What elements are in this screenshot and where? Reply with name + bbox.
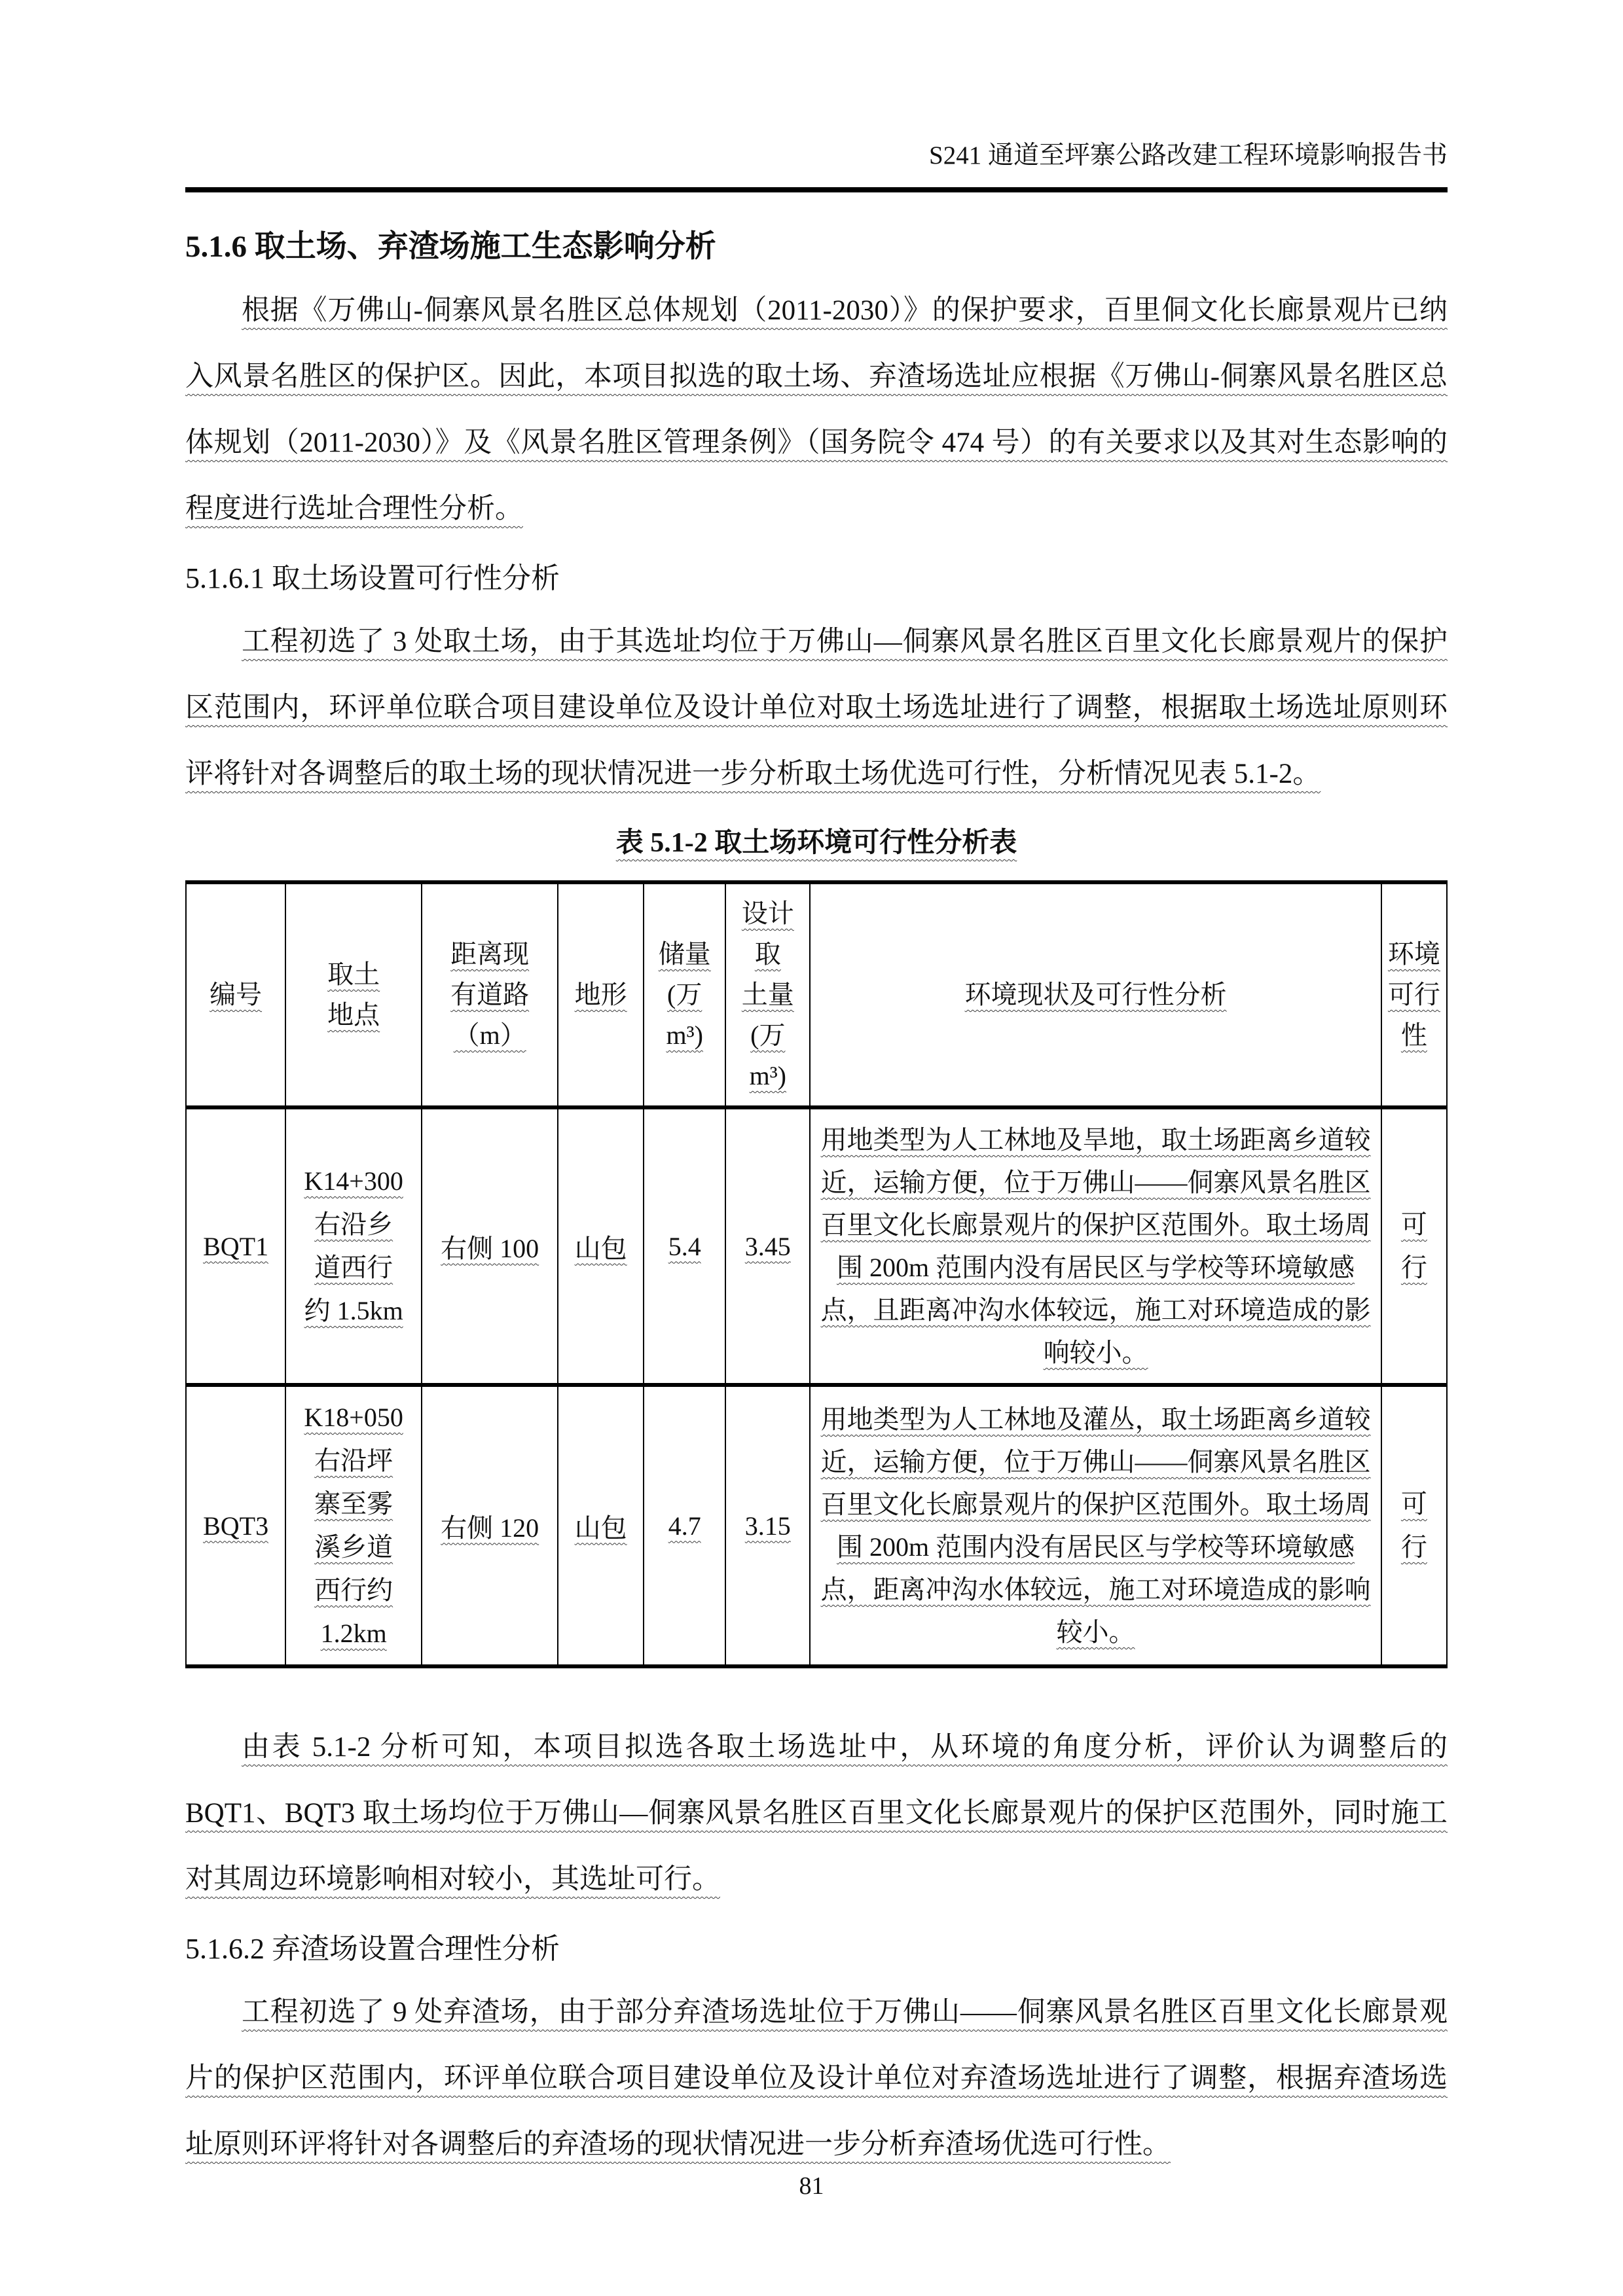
cell-reserve: 4.7 — [644, 1385, 725, 1666]
cell-road-distance: 右侧 120 — [422, 1385, 558, 1666]
table-row-bqt3 — [186, 1385, 1447, 1666]
page-content — [185, 139, 1448, 2178]
paragraph-intro: 根据《万佛山-侗寨风景名胜区总体规划（2011-2030）》的保护要求，百里侗文化长廊景观片已纳入风景名胜区的保护区。因此，本项目拟选的取土场、弃渣场选址应根据《万佛山-侗寨风景名胜区总体规划（2011-2030）》及《风景名胜区管理条例》（国务院令 474 号）的有关要求以及其对生态影响的程度进行选址合理性分析。 — [185, 295, 1448, 524]
paragraph-borrow-site: 工程初选了 3 处取土场，由于其选址均位于万佛山—侗寨风景名胜区百里文化长廊景观片的保护区范围内，环评单位联合项目建设单位及设计单位对取土场选址进行了调整，根据取土场选址原则环评将针对各调整后的取土场的现状情况进一步分析取土场优选可行性，分析情况见表 5.1-2。 — [185, 626, 1448, 789]
paragraph-conclusion: 由表 5.1-2 分析可知，本项目拟选各取土场选址中，从环境的角度分析，评价认为调整后的 BQT1、BQT3 取土场均位于万佛山—侗寨风景名胜区百里文化长廊景观片的保护区范围外，同时施工对其周边环境影响相对较小，其选址可行。 — [185, 1732, 1448, 1895]
table-header-row — [186, 882, 1447, 1107]
running-header-text: S241 通道至坪寨公路改建工程环境影响报告书 — [929, 141, 1448, 170]
col-header-analysis: 环境现状及可行性分析 — [810, 882, 1381, 1107]
col-header-terrain: 地形 — [558, 882, 644, 1107]
cell-road-distance: 右侧 100 — [422, 1107, 558, 1385]
col-header-id: 编号 — [186, 882, 285, 1107]
cell-id: BQT1 — [186, 1107, 285, 1385]
col-header-feasibility: 环境 可行 性 — [1381, 882, 1447, 1107]
cell-design-volume: 3.45 — [725, 1107, 810, 1385]
cell-reserve: 5.4 — [644, 1107, 725, 1385]
cell-location: K18+050 右沿坪 寨至雾 溪乡道 西行约 1.2km — [285, 1385, 422, 1666]
section-heading-5161: 5.1.6.1 取土场设置可行性分析 — [185, 562, 560, 594]
cell-terrain: 山包 — [558, 1107, 644, 1385]
cell-analysis: 用地类型为人工林地及灌丛，取土场距离乡道较近，运输方便，位于万佛山——侗寨风景名胜区百里文化长廊景观片的保护区范围外。取土场周围 200m 范围内没有居民区与学校等环境敏感点，距离冲沟水体较远，施工对环境造成的影响较小。 — [810, 1385, 1381, 1666]
section-heading-5162: 5.1.6.2 弃渣场设置合理性分析 — [185, 1933, 560, 1965]
cell-location: K14+300 右沿乡 道西行 约 1.5km — [285, 1107, 422, 1385]
paragraph-spoil-site: 工程初选了 9 处弃渣场，由于部分弃渣场选址位于万佛山——侗寨风景名胜区百里文化长廊景观片的保护区范围内，环评单位联合项目建设单位及设计单位对弃渣场选址进行了调整，根据弃渣场选址原则环评将针对各调整后的弃渣场的现状情况进一步分析弃渣场优选可行性。 — [185, 1997, 1448, 2160]
cell-terrain: 山包 — [558, 1385, 644, 1666]
table-caption-text: 表 5.1-2 取土场环境可行性分析表 — [615, 828, 1017, 858]
cell-id: BQT3 — [186, 1385, 285, 1666]
cell-feasibility: 可 行 — [1381, 1107, 1447, 1385]
cell-feasibility: 可 行 — [1381, 1385, 1447, 1666]
page-number: 81 — [799, 2172, 824, 2200]
table-caption — [185, 824, 1448, 862]
col-header-location: 取土 地点 — [285, 882, 422, 1107]
col-header-reserve: 储量 (万 m³) — [644, 882, 725, 1107]
running-header — [185, 139, 1448, 192]
col-header-road-distance: 距离现 有道路 （m） — [422, 882, 558, 1107]
cell-analysis: 用地类型为人工林地及旱地，取土场距离乡道较近，运输方便，位于万佛山——侗寨风景名胜区百里文化长廊景观片的保护区范围外。取土场周围 200m 范围内没有居民区与学校等环境敏感点，且距离冲沟水体较远，施工对环境造成的影响较小。 — [810, 1107, 1381, 1385]
feasibility-table — [185, 880, 1448, 1668]
table-row-bqt1 — [186, 1107, 1447, 1385]
cell-design-volume: 3.15 — [725, 1385, 810, 1666]
col-header-design-volume: 设计取 土量 (万 m³) — [725, 882, 810, 1107]
section-heading-516: 5.1.6 取土场、弃渣场施工生态影响分析 — [185, 230, 716, 264]
